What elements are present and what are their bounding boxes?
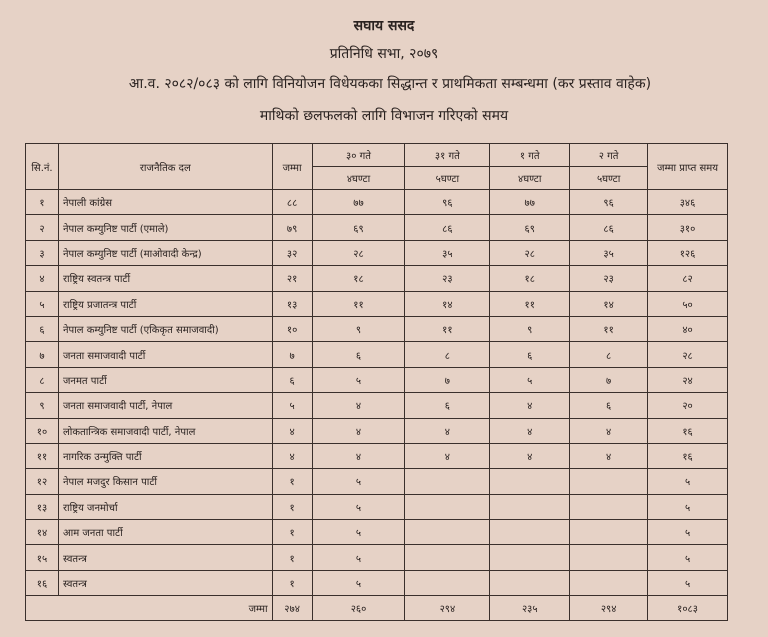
party-cell: जनता समाजवादी पार्टी (58, 342, 272, 367)
sn-cell: १३ (26, 494, 59, 519)
header-grand-total: जम्मा प्राप्त समय (648, 144, 728, 190)
day3-cell: ५ (490, 367, 570, 392)
party-cell: आम जनता पार्टी (58, 520, 272, 545)
day4-cell: ११ (570, 316, 648, 341)
header-day-hours: ५घण्टा (570, 167, 648, 190)
day1-cell: ५ (312, 545, 405, 570)
party-cell: लोकतान्त्रिक समाजवादी पार्टी, नेपाल (58, 418, 272, 443)
sn-cell: १० (26, 418, 59, 443)
day1-cell: ६९ (312, 215, 405, 240)
day4-cell: १४ (570, 291, 648, 316)
header-day-date: १ गते (490, 144, 570, 167)
table-row (26, 545, 728, 570)
day3-cell (490, 494, 570, 519)
party-cell: नागरिक उन्मुक्ति पार्टी (58, 443, 272, 468)
time-allocation-table (25, 143, 728, 621)
header-total-members: जम्मा (272, 144, 312, 190)
table-row (26, 494, 728, 519)
day1-cell: ६ (312, 342, 405, 367)
table-row (26, 291, 728, 316)
day2-cell: ८ (405, 342, 490, 367)
day2-cell: ६ (405, 393, 490, 418)
day1-cell: ५ (312, 469, 405, 494)
table-row (26, 469, 728, 494)
row-total-cell: ५ (648, 545, 728, 570)
members-cell: १ (272, 545, 312, 570)
day4-cell: २३ (570, 266, 648, 291)
sn-cell: ११ (26, 443, 59, 468)
day3-cell: २८ (490, 240, 570, 265)
day4-cell (570, 469, 648, 494)
day2-cell (405, 520, 490, 545)
party-cell: नेपाल कम्युनिष्ट पार्टी (एकिकृत समाजवादी) (58, 316, 272, 341)
day4-cell: ४ (570, 443, 648, 468)
row-total-cell: ५ (648, 570, 728, 595)
total-value-cell: २९४ (405, 596, 490, 621)
table-row (26, 443, 728, 468)
day1-cell: ५ (312, 367, 405, 392)
day2-cell: ११ (405, 316, 490, 341)
members-cell: ४ (272, 443, 312, 468)
day4-cell (570, 494, 648, 519)
day1-cell: ९ (312, 316, 405, 341)
day3-cell: ७७ (490, 190, 570, 215)
day2-cell: १४ (405, 291, 490, 316)
header-day-hours: ४घण्टा (490, 167, 570, 190)
party-cell: नेपाली कांग्रेस (58, 190, 272, 215)
document-heading: सघाय ससद (353, 18, 415, 34)
row-total-cell: १२६ (648, 240, 728, 265)
sn-cell: १२ (26, 469, 59, 494)
total-value-cell: २६० (312, 596, 405, 621)
row-total-cell: २८ (648, 342, 728, 367)
day4-cell: ८६ (570, 215, 648, 240)
sn-cell: ८ (26, 367, 59, 392)
party-cell: नेपाल मजदुर किसान पार्टी (58, 469, 272, 494)
total-value-cell: १०८३ (648, 596, 728, 621)
day2-cell: ८६ (405, 215, 490, 240)
day4-cell: ९६ (570, 190, 648, 215)
row-total-cell: ४० (648, 316, 728, 341)
day4-cell: ४ (570, 418, 648, 443)
day1-cell: ११ (312, 291, 405, 316)
members-cell: १३ (272, 291, 312, 316)
sn-cell: ७ (26, 342, 59, 367)
sn-cell: २ (26, 215, 59, 240)
day1-cell: ४ (312, 443, 405, 468)
row-total-cell: २४ (648, 367, 728, 392)
day1-cell: ४ (312, 393, 405, 418)
members-cell: १० (272, 316, 312, 341)
row-total-cell: ५ (648, 494, 728, 519)
day3-cell: ९ (490, 316, 570, 341)
day3-cell: ६ (490, 342, 570, 367)
document-subheading: प्रतिनिधि सभा, २०७९ (329, 46, 439, 62)
header-day-date: २ गते (570, 144, 648, 167)
header-sn: सि.नं. (26, 144, 59, 190)
day4-cell: ८ (570, 342, 648, 367)
day4-cell (570, 520, 648, 545)
table-row (26, 393, 728, 418)
total-label: जम्मा (26, 596, 273, 621)
sn-cell: ६ (26, 316, 59, 341)
row-total-cell: ५० (648, 291, 728, 316)
table-row (26, 266, 728, 291)
day2-cell: ४ (405, 418, 490, 443)
day3-cell (490, 545, 570, 570)
sn-cell: ४ (26, 266, 59, 291)
members-cell: ८८ (272, 190, 312, 215)
members-cell: ६ (272, 367, 312, 392)
sn-cell: १५ (26, 545, 59, 570)
sn-cell: ३ (26, 240, 59, 265)
party-cell: नेपाल कम्युनिष्ट पार्टी (माओवादी केन्द्र) (58, 240, 272, 265)
day2-cell: ३५ (405, 240, 490, 265)
day2-cell: ७ (405, 367, 490, 392)
day4-cell: ३५ (570, 240, 648, 265)
day3-cell: १८ (490, 266, 570, 291)
table-row (26, 342, 728, 367)
day3-cell: ११ (490, 291, 570, 316)
sn-cell: १४ (26, 520, 59, 545)
day4-cell (570, 570, 648, 595)
day3-cell: ४ (490, 393, 570, 418)
day3-cell: ४ (490, 443, 570, 468)
members-cell: १ (272, 570, 312, 595)
members-cell: ७ (272, 342, 312, 367)
day3-cell (490, 469, 570, 494)
header-day-hours: ५घण्टा (405, 167, 490, 190)
day3-cell: ४ (490, 418, 570, 443)
table-row (26, 418, 728, 443)
document-subject: आ.व. २०८२/०८३ को लागि विनियोजन विधेयकका सिद्धान्त र प्राथमिकता सम्बन्धमा (कर प्रस्ताव वाहेक) (128, 76, 652, 92)
day1-cell: १८ (312, 266, 405, 291)
table-row (26, 215, 728, 240)
total-value-cell: २९४ (570, 596, 648, 621)
total-row (26, 596, 728, 621)
table-row (26, 367, 728, 392)
table-row (26, 316, 728, 341)
row-total-cell: ३४६ (648, 190, 728, 215)
members-cell: ३२ (272, 240, 312, 265)
table-row (26, 570, 728, 595)
sn-cell: १६ (26, 570, 59, 595)
total-value-cell: २३५ (490, 596, 570, 621)
members-cell: १ (272, 494, 312, 519)
day2-cell: ९६ (405, 190, 490, 215)
row-total-cell: १६ (648, 443, 728, 468)
row-total-cell: ८२ (648, 266, 728, 291)
members-cell: ५ (272, 393, 312, 418)
row-total-cell: ५ (648, 520, 728, 545)
members-cell: ४ (272, 418, 312, 443)
party-cell: स्वतन्त्र (58, 545, 272, 570)
party-cell: स्वतन्त्र (58, 570, 272, 595)
day2-cell (405, 570, 490, 595)
sn-cell: ९ (26, 393, 59, 418)
party-cell: जनमत पार्टी (58, 367, 272, 392)
party-cell: राष्ट्रिय स्वतन्त्र पार्टी (58, 266, 272, 291)
row-total-cell: १६ (648, 418, 728, 443)
table-row (26, 190, 728, 215)
day2-cell (405, 469, 490, 494)
day1-cell: ५ (312, 520, 405, 545)
day1-cell: ५ (312, 570, 405, 595)
header-day-date: ३० गते (312, 144, 405, 167)
day1-cell: २८ (312, 240, 405, 265)
day2-cell (405, 545, 490, 570)
day2-cell: ४ (405, 443, 490, 468)
day1-cell: ४ (312, 418, 405, 443)
row-total-cell: २० (648, 393, 728, 418)
day3-cell (490, 520, 570, 545)
day3-cell: ६९ (490, 215, 570, 240)
table-row (26, 520, 728, 545)
members-cell: २१ (272, 266, 312, 291)
members-cell: १ (272, 469, 312, 494)
table-row (26, 240, 728, 265)
day1-cell: ५ (312, 494, 405, 519)
day4-cell: ६ (570, 393, 648, 418)
header-day-date: ३१ गते (405, 144, 490, 167)
party-cell: राष्ट्रिय प्रजातन्त्र पार्टी (58, 291, 272, 316)
party-cell: जनता समाजवादी पार्टी, नेपाल (58, 393, 272, 418)
header-day-hours: ४घण्टा (312, 167, 405, 190)
total-value-cell: २७४ (272, 596, 312, 621)
header-party: राजनैतिक दल (58, 144, 272, 190)
row-total-cell: ३१० (648, 215, 728, 240)
members-cell: १ (272, 520, 312, 545)
members-cell: ७९ (272, 215, 312, 240)
party-cell: राष्ट्रिय जनमोर्चा (58, 494, 272, 519)
row-total-cell: ५ (648, 469, 728, 494)
day1-cell: ७७ (312, 190, 405, 215)
day3-cell (490, 570, 570, 595)
day2-cell (405, 494, 490, 519)
day2-cell: २३ (405, 266, 490, 291)
sn-cell: ५ (26, 291, 59, 316)
day4-cell: ७ (570, 367, 648, 392)
party-cell: नेपाल कम्युनिष्ट पार्टी (एमाले) (58, 215, 272, 240)
sn-cell: १ (26, 190, 59, 215)
document-caption: माथिको छलफलको लागि विभाजन गरिएको समय (259, 108, 509, 124)
day4-cell (570, 545, 648, 570)
